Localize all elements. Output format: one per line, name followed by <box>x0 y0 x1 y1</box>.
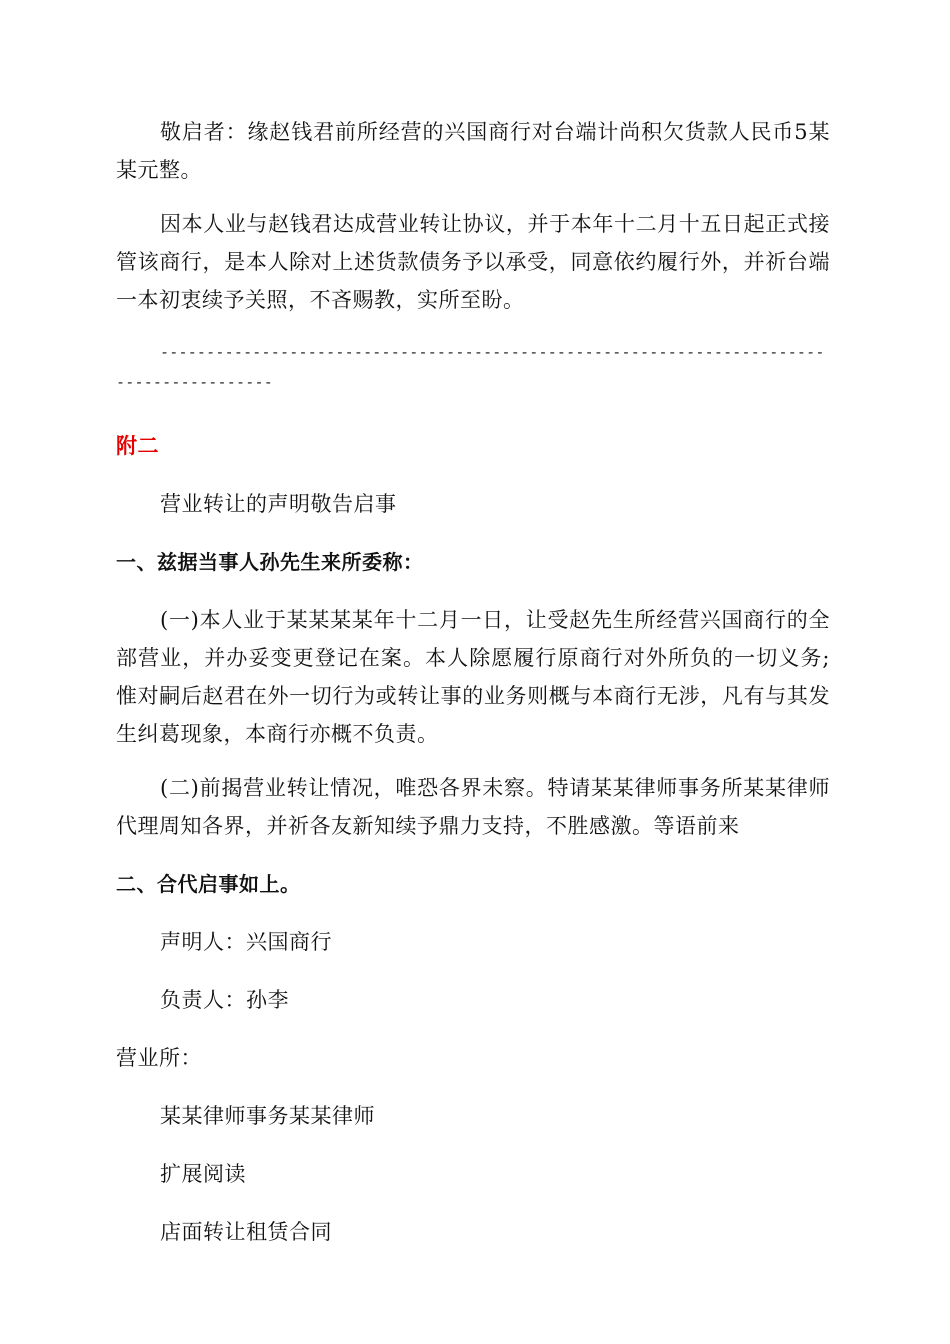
lawyer-line: 某某律师事务某某律师 <box>160 1104 375 1128</box>
appendix-heading: 附二 <box>116 434 159 458</box>
notice-title: 营业转让的声明敬告启事 <box>160 492 397 516</box>
declarant-line: 声明人：兴国商行 <box>160 930 332 954</box>
document-body <box>116 113 830 1251</box>
dashed-divider: ----------------------------------------------------------------------------------------- <box>116 343 825 391</box>
opening-paragraph: 敬启者：缘赵钱君前所经营的兴国商行对台端计尚积欠货款人民币5某某元整。 <box>116 120 830 182</box>
related-article-title: 店面转让租赁合同 <box>160 1220 332 1244</box>
business-office-label: 营业所： <box>116 1046 202 1070</box>
section-two-heading: 二、合代启事如上。 <box>116 872 301 896</box>
responsible-person-line: 负责人：孙李 <box>160 988 289 1012</box>
item-one-paragraph: (一)本人业于某某某某年十二月一日，让受赵先生所经营兴国商行的全部营业，并办妥变更登记在案。本人除愿履行原商行对外所负的一切义务;惟对嗣后赵君在外一切行为或转让事的业务则概与本商行无涉，凡有与其发生纠葛现象，本商行亦概不负责。 <box>116 608 830 746</box>
item-two-paragraph: (二)前揭营业转让情况，唯恐各界未察。特请某某律师事务所某某律师代理周知各界，并祈各友新知续予鼎力支持，不胜感激。等语前来 <box>116 776 830 838</box>
section-one-heading: 一、兹据当事人孙先生来所委称： <box>116 550 424 574</box>
extended-reading-label: 扩展阅读 <box>160 1162 246 1186</box>
transfer-paragraph: 因本人业与赵钱君达成营业转让协议，并于本年十二月十五日起正式接管该商行，是本人除对上述货款债务予以承受，同意依约履行外，并祈台端一本初衷续予关照，不吝赐教，实所至盼。 <box>116 212 830 312</box>
